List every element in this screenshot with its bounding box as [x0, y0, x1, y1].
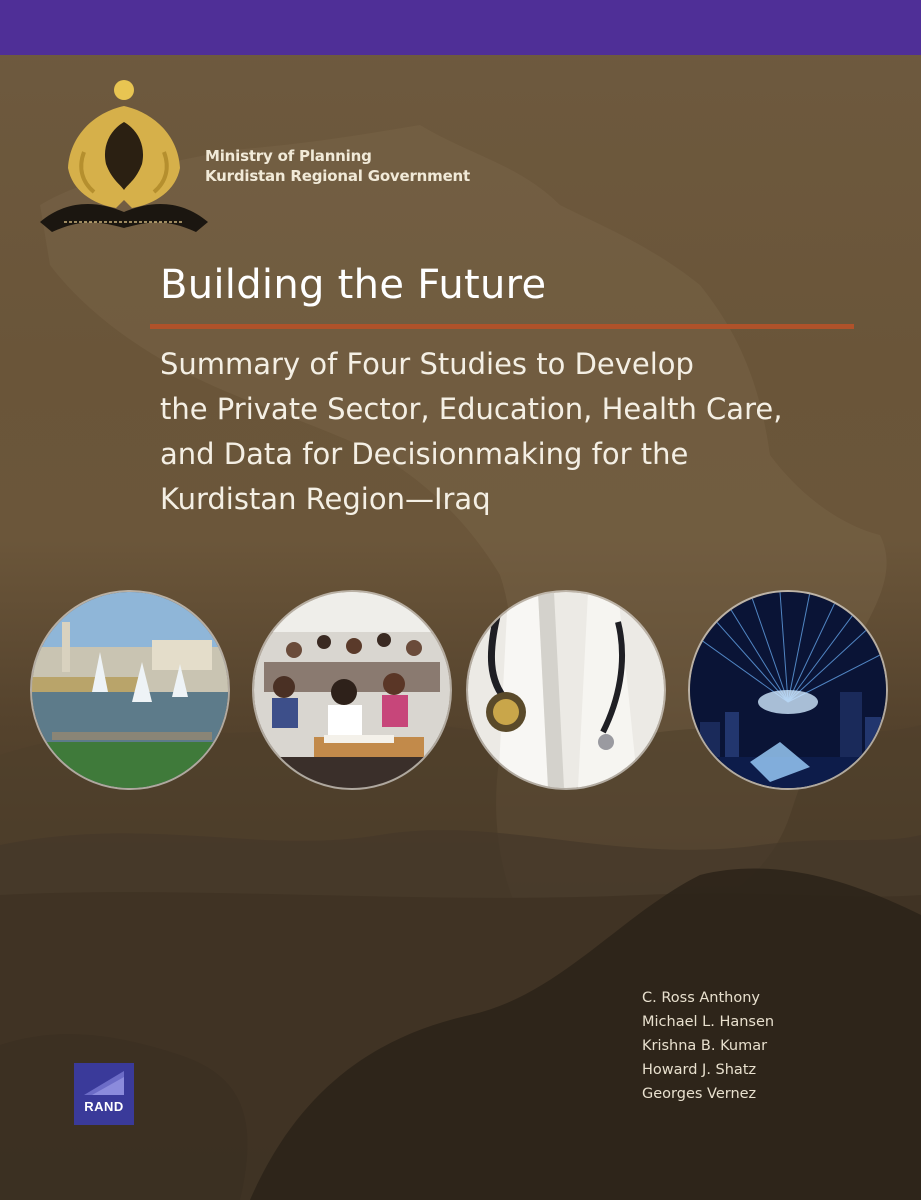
author-name: Georges Vernez — [642, 1086, 757, 1102]
book-title: Building the Future — [160, 262, 547, 308]
rand-logo — [74, 1063, 134, 1125]
subtitle-line: and Data for Decisionmaking for the — [160, 437, 689, 471]
photo-doctor-stethoscope — [466, 590, 666, 790]
author-name: Michael L. Hansen — [642, 1014, 775, 1030]
ministry-header — [205, 146, 470, 186]
author-name: Krishna B. Kumar — [642, 1038, 768, 1054]
subtitle-line: Kurdistan Region—Iraq — [160, 482, 491, 516]
author-list — [642, 986, 774, 1106]
kurdistan-emblem-icon — [36, 72, 214, 242]
photo-digital-data — [688, 590, 888, 790]
government-name: Kurdistan Regional Government — [205, 167, 471, 185]
photo-classroom — [252, 590, 452, 790]
author-name: Howard J. Shatz — [642, 1062, 757, 1078]
subtitle-line: the Private Sector, Education, Health Care, — [160, 392, 783, 426]
title-rule — [150, 324, 854, 329]
rand-mark-icon — [82, 1069, 126, 1097]
subtitle-line: Summary of Four Studies to Develop — [160, 347, 694, 381]
rand-logo-text: RAND — [84, 1099, 124, 1114]
top-color-band — [0, 0, 921, 55]
book-subtitle — [160, 342, 880, 522]
photo-city-fountain — [30, 590, 230, 790]
ministry-name: Ministry of Planning — [205, 147, 372, 165]
author-name: C. Ross Anthony — [642, 990, 760, 1006]
